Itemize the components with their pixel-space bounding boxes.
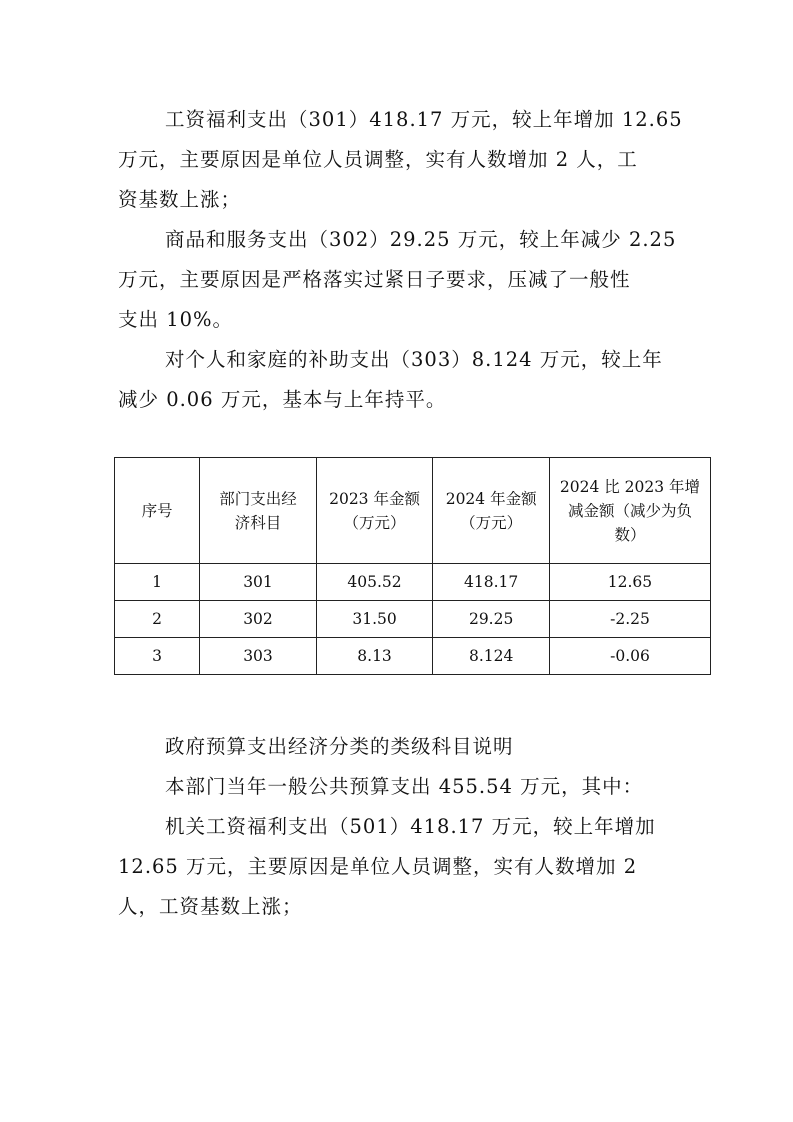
text-line: 支出 10%。 <box>118 308 234 331</box>
table-header-row <box>115 458 711 564</box>
heading-text: 政府预算支出经济分类的类级科目说明 <box>165 735 514 758</box>
table-cell: 301 <box>200 564 317 601</box>
header-text: 部门支出经 <box>219 489 297 508</box>
text-line: 万元，主要原因是单位人员调整，实有人数增加 2 人，工 <box>118 148 638 171</box>
section-heading <box>118 727 678 767</box>
text-line: 商品和服务支出（302）29.25 万元，较上年减少 2.25 <box>165 228 677 251</box>
paragraph-goods-services-302 <box>118 220 678 340</box>
text-line: 对个人和家庭的补助支出（303）8.124 万元，较上年 <box>165 348 663 371</box>
header-category <box>200 458 317 564</box>
table-row <box>115 638 711 675</box>
header-index <box>115 458 200 564</box>
table-cell: 12.65 <box>549 564 710 601</box>
header-change <box>549 458 710 564</box>
header-text: （万元） <box>460 513 523 532</box>
table-cell: 1 <box>115 564 200 601</box>
paragraph-wages-301 <box>118 100 683 220</box>
table-cell: 302 <box>200 601 317 638</box>
text-line: 资基数上涨； <box>118 188 242 211</box>
table-cell: 3 <box>115 638 200 675</box>
header-text: 2024 年金额 <box>445 489 537 508</box>
text-line: 机关工资福利支出（501）418.17 万元，较上年增加 <box>165 815 656 838</box>
table-cell: 29.25 <box>433 601 550 638</box>
table-cell: 31.50 <box>316 601 433 638</box>
text-line: 工资福利支出（301）418.17 万元，较上年增加 12.65 <box>165 108 683 131</box>
text-line: 减少 0.06 万元，基本与上年持平。 <box>118 388 447 411</box>
table-cell: 303 <box>200 638 317 675</box>
table-cell: -2.25 <box>549 601 710 638</box>
table-cell: 8.124 <box>433 638 550 675</box>
header-text: 减金额（减少为负 <box>567 501 692 520</box>
paragraph-general-budget <box>118 767 678 807</box>
header-text: 2023 年金额 <box>329 489 420 508</box>
header-2024-amount <box>433 458 550 564</box>
header-text: （万元） <box>343 513 406 532</box>
table-cell: 418.17 <box>433 564 550 601</box>
header-text: 2024 比 2023 年增 <box>559 477 701 496</box>
text-line: 万元，主要原因是严格落实过紧日子要求，压减了一般性 <box>118 268 631 291</box>
paragraph-agency-wages-501 <box>118 807 678 927</box>
header-text: 序号 <box>141 501 173 520</box>
expenditure-table <box>114 457 711 675</box>
table-cell: 2 <box>115 601 200 638</box>
header-text: 数） <box>614 525 646 544</box>
table-row <box>115 564 711 601</box>
table-cell: -0.06 <box>549 638 710 675</box>
text-line: 人，工资基数上涨； <box>118 895 303 918</box>
table-row <box>115 601 711 638</box>
paragraph-subsidies-303 <box>118 340 678 420</box>
table-cell: 405.52 <box>316 564 433 601</box>
text-line: 本部门当年一般公共预算支出 455.54 万元，其中： <box>165 775 644 798</box>
table-cell: 8.13 <box>316 638 433 675</box>
text-line: 12.65 万元，主要原因是单位人员调整，实有人数增加 2 <box>118 855 638 878</box>
header-2023-amount <box>316 458 433 564</box>
header-text: 济科目 <box>234 513 282 532</box>
